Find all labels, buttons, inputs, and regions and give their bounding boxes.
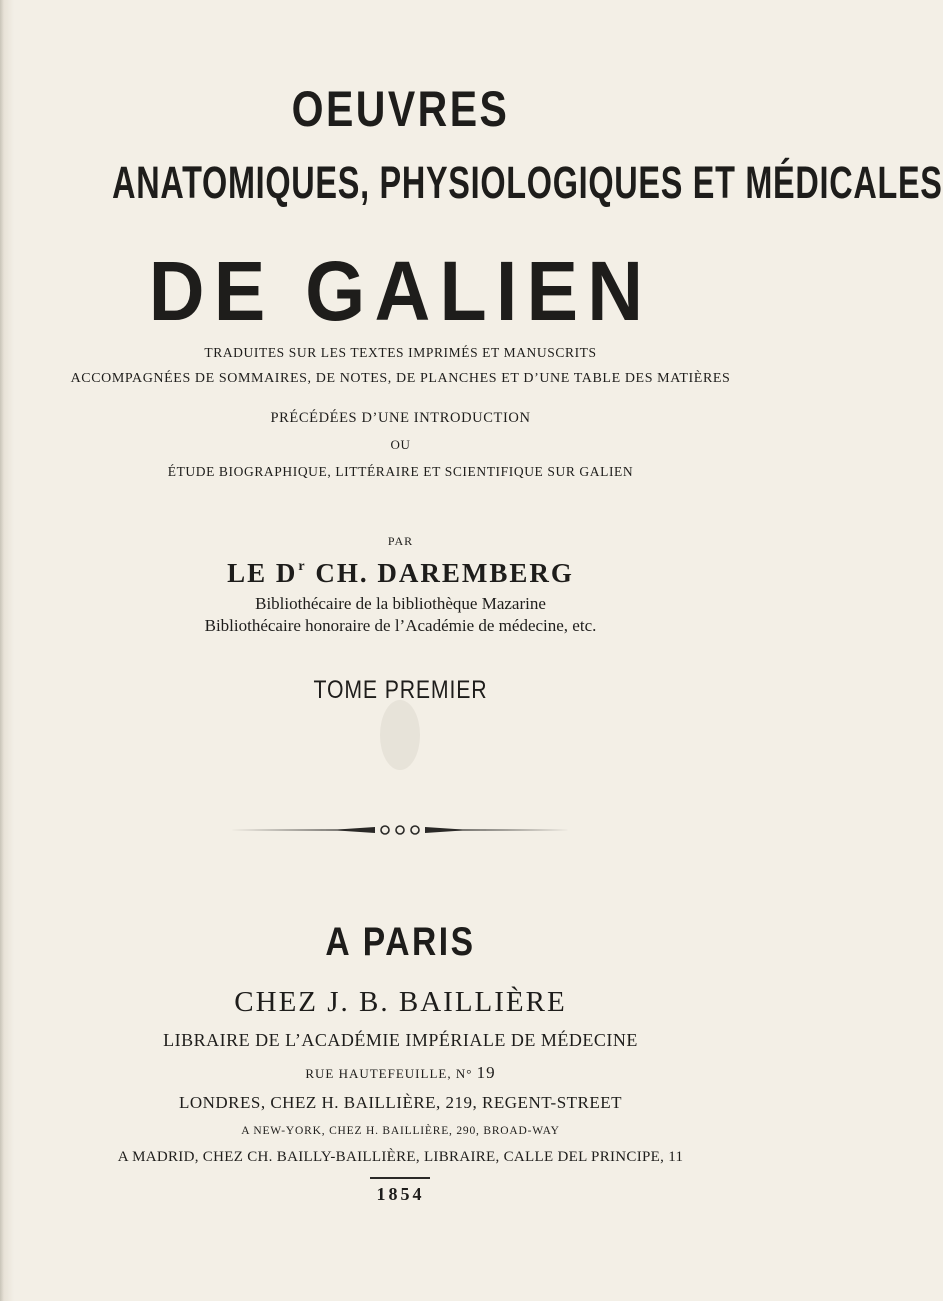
year-rule — [370, 1177, 430, 1179]
description-accompagnees: ACCOMPAGNÉES DE SOMMAIRES, DE NOTES, DE PLANCHES ET D’UNE TABLE DES MATIÈRES — [70, 371, 731, 386]
description-etude: ÉTUDE BIOGRAPHIQUE, LITTÉRAIRE ET SCIENTIFIQUE SUR GALIEN — [167, 464, 634, 479]
publisher-city: A PARIS — [325, 920, 476, 964]
description-precedees: PRÉCÉDÉES D’UNE INTRODUCTION — [270, 410, 531, 426]
publisher-london: LONDRES, CHEZ H. BAILLIÈRE, 219, REGENT-STREET — [178, 1093, 623, 1112]
author-par: PAR — [387, 534, 414, 548]
author-name — [0, 558, 801, 589]
author-title-superscript: r — [298, 559, 307, 574]
publisher-address — [0, 1063, 801, 1083]
author-prefix: LE D — [227, 558, 298, 588]
title-line-3: DE GALIEN — [148, 244, 653, 338]
publisher-name: CHEZ J. B. BAILLIÈRE — [234, 986, 567, 1018]
paper-stain — [380, 700, 420, 770]
title-line-2: ANATOMIQUES, PHYSIOLOGIQUES ET MÉDICALES — [112, 157, 943, 208]
description-traduites: TRADUITES SUR LES TEXTES IMPRIMÉS ET MANUSCRITS — [204, 345, 597, 360]
publisher-street: RUE HAUTEFEUILLE, N° — [305, 1066, 477, 1081]
publisher-madrid: A MADRID, CHEZ CH. BAILLY-BAILLIÈRE, LIBRAIRE, CALLE DEL PRINCIPE, 11 — [117, 1149, 684, 1165]
title-line-1: OEUVRES — [291, 81, 510, 137]
description-ou: OU — [390, 437, 411, 452]
volume-label: TOME PREMIER — [313, 676, 488, 704]
publication-year: 1854 — [376, 1184, 425, 1204]
author-role-1: Bibliothécaire de la bibliothèque Mazarine — [255, 594, 546, 613]
author-role-2: Bibliothécaire honoraire de l’Académie de médecine, etc. — [204, 616, 597, 635]
author-surname: CH. DAREMBERG — [306, 558, 574, 588]
publisher-newyork: A NEW-YORK, CHEZ H. BAILLIÈRE, 290, BROAD-WAY — [241, 1125, 560, 1137]
ornamental-rule — [230, 824, 570, 836]
publisher-street-number: 19 — [476, 1063, 496, 1082]
publisher-title: LIBRAIRE DE L’ACADÉMIE IMPÉRIALE DE MÉDECINE — [163, 1030, 638, 1050]
